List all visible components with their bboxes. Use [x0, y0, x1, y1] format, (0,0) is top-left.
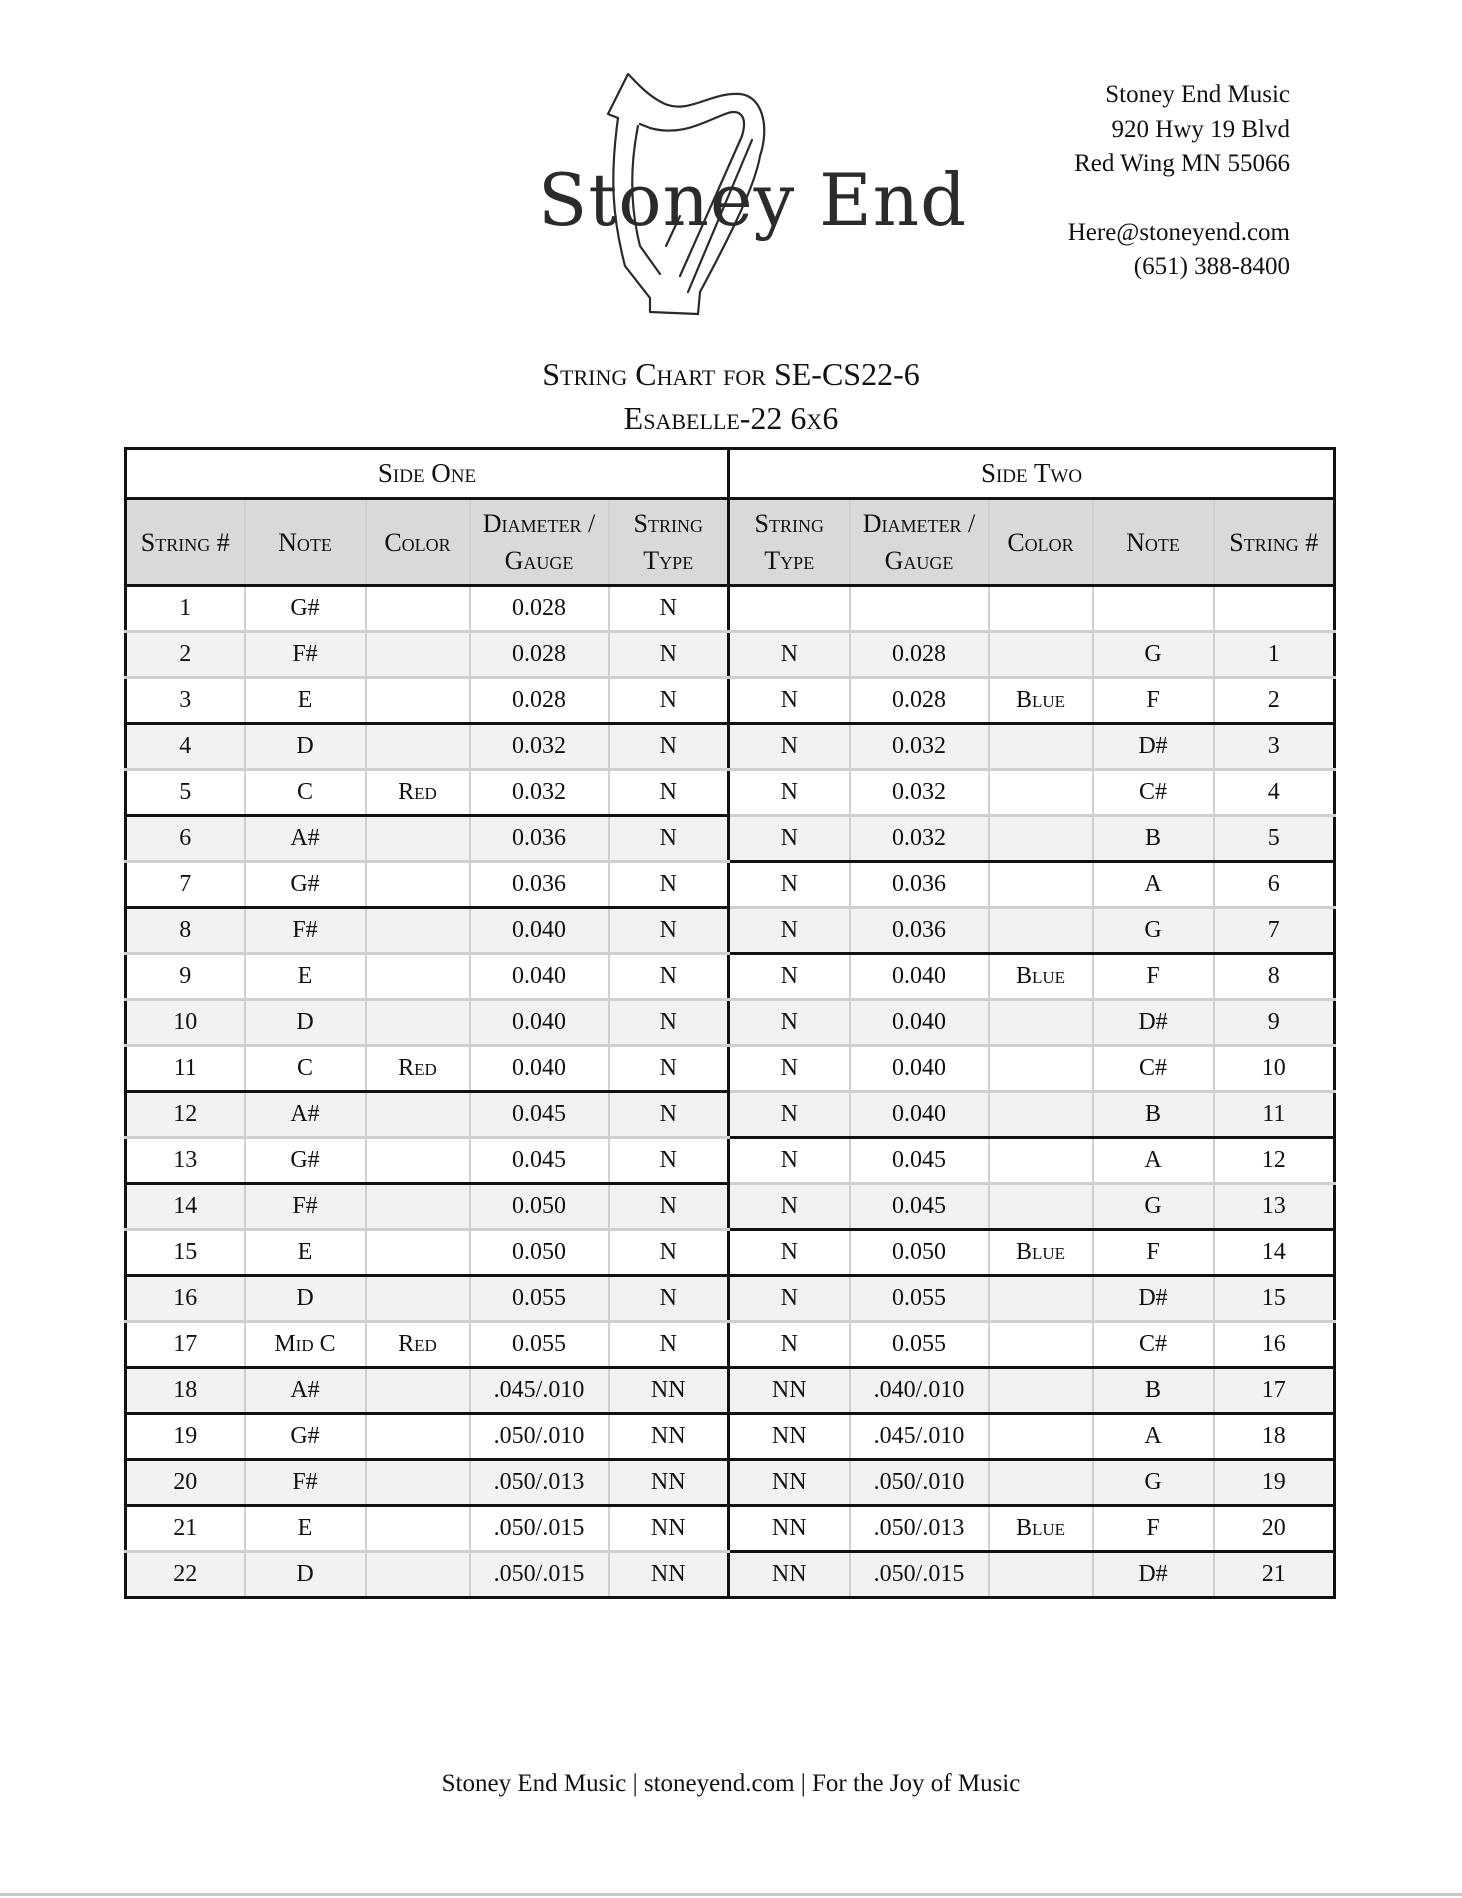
side-one-string-number-cell: 22 — [126, 1552, 245, 1598]
side-one-diameter-gauge-cell: .050/.013 — [470, 1460, 609, 1506]
side-one-header: Side One — [126, 449, 729, 499]
side-two-string-number-cell: 6 — [1214, 862, 1335, 908]
side-one-color-cell — [366, 1506, 470, 1552]
side-two-diameter-gauge-cell: 0.040 — [850, 954, 989, 1000]
side-two-diameter-gauge-cell: 0.032 — [850, 724, 989, 770]
side-one-string-number-cell: 8 — [126, 908, 245, 954]
side-one-note-cell: A# — [245, 1368, 366, 1414]
side-two-string-number-cell: 14 — [1214, 1230, 1335, 1276]
table-row — [126, 1506, 1335, 1552]
side-two-color-cell — [989, 770, 1093, 816]
side-two-note-cell: D# — [1093, 724, 1214, 770]
side-one-string-number-cell: 3 — [126, 678, 245, 724]
side-two-note-cell: F — [1093, 678, 1214, 724]
side-one-diameter-gauge-cell: 0.028 — [470, 586, 609, 632]
side-one-note-cell: C — [245, 1046, 366, 1092]
col-header-color: Color — [989, 499, 1093, 586]
side-two-note-cell: A — [1093, 862, 1214, 908]
side-one-note-cell: A# — [245, 816, 366, 862]
side-one-string-number-cell: 4 — [126, 724, 245, 770]
logo-wordmark: Stoney End — [538, 158, 968, 242]
side-two-string-type-cell: NN — [729, 1368, 850, 1414]
side-two-note-cell: F — [1093, 1230, 1214, 1276]
side-one-diameter-gauge-cell: 0.028 — [470, 678, 609, 724]
side-two-color-cell — [989, 1046, 1093, 1092]
side-two-string-type-cell: N — [729, 770, 850, 816]
side-two-string-number-cell: 20 — [1214, 1506, 1335, 1552]
side-two-note-cell: B — [1093, 816, 1214, 862]
side-one-note-cell: A# — [245, 1092, 366, 1138]
side-one-string-number-cell: 6 — [126, 816, 245, 862]
side-two-diameter-gauge-cell: 0.032 — [850, 770, 989, 816]
side-one-string-number-cell: 18 — [126, 1368, 245, 1414]
col-header-color: Color — [366, 499, 470, 586]
side-two-string-number-cell: 4 — [1214, 770, 1335, 816]
side-two-color-cell — [989, 1552, 1093, 1598]
side-two-color-cell — [989, 1322, 1093, 1368]
side-two-color-cell — [989, 632, 1093, 678]
table-row — [126, 1138, 1335, 1184]
side-one-string-type-cell: NN — [609, 1552, 729, 1598]
side-one-string-number-cell: 14 — [126, 1184, 245, 1230]
email-address: Here@stoneyend.com — [1067, 218, 1290, 246]
side-two-diameter-gauge-cell: 0.040 — [850, 1046, 989, 1092]
table-row — [126, 1322, 1335, 1368]
side-one-string-number-cell: 10 — [126, 1000, 245, 1046]
side-one-string-type-cell: N — [609, 1000, 729, 1046]
table-row — [126, 1368, 1335, 1414]
side-one-diameter-gauge-cell: 0.055 — [470, 1276, 609, 1322]
side-one-string-type-cell: N — [609, 954, 729, 1000]
side-one-string-number-cell: 17 — [126, 1322, 245, 1368]
side-one-note-cell: G# — [245, 1138, 366, 1184]
side-one-color-cell — [366, 1184, 470, 1230]
city-state-zip: Red Wing MN 55066 — [1074, 150, 1290, 177]
side-one-note-cell: G# — [245, 862, 366, 908]
side-one-color-cell — [366, 1414, 470, 1460]
company-name: Stoney End Music — [1105, 81, 1290, 108]
side-one-note-cell: E — [245, 954, 366, 1000]
side-two-color-cell — [989, 1138, 1093, 1184]
side-two-string-type-cell: N — [729, 632, 850, 678]
chart-subtitle: Esabelle-22 6x6 — [623, 400, 839, 436]
side-one-string-type-cell: N — [609, 816, 729, 862]
side-one-note-cell: D — [245, 1552, 366, 1598]
side-two-diameter-gauge-cell: .050/.013 — [850, 1506, 989, 1552]
table-row — [126, 724, 1335, 770]
page-bottom-divider — [0, 1893, 1462, 1896]
table-row — [126, 1000, 1335, 1046]
side-two-diameter-gauge-cell: 0.028 — [850, 632, 989, 678]
spacer — [1068, 182, 1290, 216]
side-two-note-cell: D# — [1093, 1276, 1214, 1322]
col-header-diameter-gauge: Diameter / Gauge — [470, 499, 609, 586]
side-one-string-number-cell: 12 — [126, 1092, 245, 1138]
side-two-note-cell: F — [1093, 1506, 1214, 1552]
side-two-note-cell: G — [1093, 1460, 1214, 1506]
side-two-string-number-cell: 10 — [1214, 1046, 1335, 1092]
side-two-note-cell: C# — [1093, 770, 1214, 816]
side-one-color-cell — [366, 816, 470, 862]
side-one-color-cell — [366, 1138, 470, 1184]
side-one-note-cell: E — [245, 1506, 366, 1552]
side-two-string-type-cell — [729, 586, 850, 632]
side-one-diameter-gauge-cell: 0.032 — [470, 724, 609, 770]
side-one-string-number-cell: 5 — [126, 770, 245, 816]
side-one-note-cell: G# — [245, 586, 366, 632]
side-one-string-type-cell: N — [609, 1322, 729, 1368]
side-one-string-type-cell: N — [609, 586, 729, 632]
side-one-note-cell: E — [245, 678, 366, 724]
chart-title: String Chart for SE-CS22-6 — [542, 356, 920, 392]
side-two-string-number-cell: 9 — [1214, 1000, 1335, 1046]
stoney-end-logo — [530, 66, 968, 316]
side-two-string-type-cell: N — [729, 1184, 850, 1230]
side-two-note-cell: B — [1093, 1092, 1214, 1138]
table-row — [126, 770, 1335, 816]
side-one-diameter-gauge-cell: 0.040 — [470, 954, 609, 1000]
side-two-note-cell: A — [1093, 1138, 1214, 1184]
side-two-color-cell — [989, 1368, 1093, 1414]
side-one-note-cell: G# — [245, 1414, 366, 1460]
side-two-diameter-gauge-cell: 0.028 — [850, 678, 989, 724]
side-two-header: Side Two — [729, 449, 1335, 499]
side-one-diameter-gauge-cell: 0.028 — [470, 632, 609, 678]
side-one-string-number-cell: 16 — [126, 1276, 245, 1322]
side-two-note-cell: C# — [1093, 1322, 1214, 1368]
street-address: 920 Hwy 19 Blvd — [1111, 115, 1290, 143]
side-two-diameter-gauge-cell — [850, 586, 989, 632]
col-header-diameter-gauge: Diameter / Gauge — [850, 499, 989, 586]
side-one-color-cell: Red — [366, 1046, 470, 1092]
side-one-diameter-gauge-cell: 0.045 — [470, 1138, 609, 1184]
table-row — [126, 908, 1335, 954]
side-one-string-type-cell: NN — [609, 1414, 729, 1460]
side-one-color-cell — [366, 1000, 470, 1046]
table-row — [126, 862, 1335, 908]
side-one-diameter-gauge-cell: 0.050 — [470, 1184, 609, 1230]
side-two-diameter-gauge-cell: 0.036 — [850, 908, 989, 954]
side-one-string-number-cell: 20 — [126, 1460, 245, 1506]
side-two-string-type-cell: NN — [729, 1460, 850, 1506]
side-one-string-number-cell: 7 — [126, 862, 245, 908]
side-two-string-number-cell: 12 — [1214, 1138, 1335, 1184]
side-two-string-number-cell: 16 — [1214, 1322, 1335, 1368]
phone-number: (651) 388-8400 — [1133, 253, 1290, 280]
side-two-string-type-cell: N — [729, 678, 850, 724]
side-one-string-number-cell: 15 — [126, 1230, 245, 1276]
side-two-string-number-cell: 1 — [1214, 632, 1335, 678]
side-two-string-number-cell: 19 — [1214, 1460, 1335, 1506]
side-one-diameter-gauge-cell: .050/.015 — [470, 1552, 609, 1598]
side-two-color-cell: Blue — [989, 1506, 1093, 1552]
side-two-color-cell — [989, 862, 1093, 908]
side-two-string-number-cell: 21 — [1214, 1552, 1335, 1598]
side-two-note-cell: C# — [1093, 1046, 1214, 1092]
side-two-note-cell: D# — [1093, 1000, 1214, 1046]
side-one-string-type-cell: N — [609, 908, 729, 954]
footer-tagline: Stoney End Music | stoneyend.com | For the Joy of Music — [441, 1770, 1021, 1797]
string-chart-table — [124, 447, 1336, 1599]
side-one-note-cell: F# — [245, 1460, 366, 1506]
side-two-note-cell: G — [1093, 908, 1214, 954]
side-two-diameter-gauge-cell: 0.050 — [850, 1230, 989, 1276]
side-two-string-type-cell: N — [729, 1276, 850, 1322]
side-one-note-cell: Mid C — [245, 1322, 366, 1368]
side-two-string-number-cell: 11 — [1214, 1092, 1335, 1138]
side-one-color-cell — [366, 908, 470, 954]
side-one-string-number-cell: 1 — [126, 586, 245, 632]
side-one-color-cell — [366, 1276, 470, 1322]
side-two-string-number-cell: 5 — [1214, 816, 1335, 862]
side-one-note-cell: D — [245, 1000, 366, 1046]
side-two-diameter-gauge-cell: .045/.010 — [850, 1414, 989, 1460]
table-row — [126, 678, 1335, 724]
side-one-color-cell — [366, 586, 470, 632]
side-one-string-type-cell: N — [609, 1092, 729, 1138]
side-one-string-type-cell: N — [609, 1230, 729, 1276]
side-one-string-type-cell: N — [609, 1276, 729, 1322]
side-two-diameter-gauge-cell: 0.045 — [850, 1184, 989, 1230]
side-two-string-number-cell: 3 — [1214, 724, 1335, 770]
side-two-string-type-cell: N — [729, 724, 850, 770]
side-one-color-cell — [366, 678, 470, 724]
side-two-color-cell — [989, 586, 1093, 632]
table-row — [126, 1552, 1335, 1598]
side-two-string-type-cell: N — [729, 908, 850, 954]
side-one-string-type-cell: N — [609, 632, 729, 678]
side-one-color-cell — [366, 1552, 470, 1598]
side-two-string-type-cell: NN — [729, 1506, 850, 1552]
side-two-string-type-cell: N — [729, 1000, 850, 1046]
side-one-string-type-cell: N — [609, 724, 729, 770]
side-one-color-cell — [366, 724, 470, 770]
side-two-string-type-cell: N — [729, 1046, 850, 1092]
side-two-diameter-gauge-cell: 0.040 — [850, 1092, 989, 1138]
col-header-string-number: String # — [1214, 499, 1335, 586]
side-two-string-type-cell: N — [729, 1322, 850, 1368]
side-one-color-cell — [366, 1230, 470, 1276]
side-one-note-cell: F# — [245, 908, 366, 954]
side-one-diameter-gauge-cell: 0.055 — [470, 1322, 609, 1368]
side-two-string-type-cell: NN — [729, 1414, 850, 1460]
side-one-string-type-cell: N — [609, 862, 729, 908]
side-two-note-cell: F — [1093, 954, 1214, 1000]
side-one-note-cell: F# — [245, 632, 366, 678]
col-header-string-number: String # — [126, 499, 245, 586]
side-one-string-number-cell: 9 — [126, 954, 245, 1000]
side-one-note-cell: D — [245, 1276, 366, 1322]
side-one-diameter-gauge-cell: 0.045 — [470, 1092, 609, 1138]
side-two-note-cell — [1093, 586, 1214, 632]
side-one-color-cell — [366, 862, 470, 908]
side-two-color-cell: Blue — [989, 678, 1093, 724]
side-one-string-type-cell: NN — [609, 1368, 729, 1414]
side-two-color-cell — [989, 1276, 1093, 1322]
side-one-string-type-cell: NN — [609, 1460, 729, 1506]
side-one-diameter-gauge-cell: .045/.010 — [470, 1368, 609, 1414]
side-one-string-number-cell: 13 — [126, 1138, 245, 1184]
side-two-color-cell — [989, 1184, 1093, 1230]
side-two-diameter-gauge-cell: .050/.010 — [850, 1460, 989, 1506]
side-two-string-type-cell: N — [729, 954, 850, 1000]
side-two-color-cell — [989, 816, 1093, 862]
side-two-color-cell — [989, 724, 1093, 770]
side-one-diameter-gauge-cell: 0.036 — [470, 816, 609, 862]
side-two-color-cell: Blue — [989, 1230, 1093, 1276]
side-two-string-number-cell: 2 — [1214, 678, 1335, 724]
side-two-diameter-gauge-cell: .050/.015 — [850, 1552, 989, 1598]
side-two-string-type-cell: N — [729, 1092, 850, 1138]
side-one-string-type-cell: NN — [609, 1506, 729, 1552]
table-row — [126, 816, 1335, 862]
side-two-diameter-gauge-cell: 0.055 — [850, 1322, 989, 1368]
side-one-note-cell: C — [245, 770, 366, 816]
side-one-string-number-cell: 19 — [126, 1414, 245, 1460]
side-one-color-cell — [366, 954, 470, 1000]
side-two-color-cell — [989, 1092, 1093, 1138]
table-row — [126, 1414, 1335, 1460]
col-header-note: Note — [245, 499, 366, 586]
side-one-color-cell: Red — [366, 770, 470, 816]
side-two-note-cell: G — [1093, 632, 1214, 678]
side-one-diameter-gauge-cell: 0.050 — [470, 1230, 609, 1276]
side-one-color-cell — [366, 1092, 470, 1138]
table-row — [126, 1092, 1335, 1138]
side-two-string-number-cell: 8 — [1214, 954, 1335, 1000]
side-two-string-type-cell: N — [729, 1138, 850, 1184]
table-row — [126, 1460, 1335, 1506]
col-header-string-type: String Type — [729, 499, 850, 586]
side-two-string-number-cell: 7 — [1214, 908, 1335, 954]
side-two-diameter-gauge-cell: .040/.010 — [850, 1368, 989, 1414]
side-two-color-cell: Blue — [989, 954, 1093, 1000]
side-one-note-cell: D — [245, 724, 366, 770]
table-row — [126, 954, 1335, 1000]
side-one-diameter-gauge-cell: 0.032 — [470, 770, 609, 816]
side-two-diameter-gauge-cell: 0.040 — [850, 1000, 989, 1046]
side-one-note-cell: F# — [245, 1184, 366, 1230]
table-row — [126, 1184, 1335, 1230]
side-one-string-number-cell: 2 — [126, 632, 245, 678]
table-row — [126, 1046, 1335, 1092]
side-one-diameter-gauge-cell: .050/.015 — [470, 1506, 609, 1552]
side-one-string-type-cell: N — [609, 1184, 729, 1230]
side-two-string-type-cell: NN — [729, 1552, 850, 1598]
side-one-string-type-cell: N — [609, 1046, 729, 1092]
side-two-note-cell: B — [1093, 1368, 1214, 1414]
side-one-string-number-cell: 21 — [126, 1506, 245, 1552]
side-two-diameter-gauge-cell: 0.032 — [850, 816, 989, 862]
side-one-diameter-gauge-cell: 0.040 — [470, 1046, 609, 1092]
side-two-color-cell — [989, 1460, 1093, 1506]
side-two-note-cell: G — [1093, 1184, 1214, 1230]
side-one-diameter-gauge-cell: 0.040 — [470, 1000, 609, 1046]
company-address-block — [1068, 78, 1290, 285]
side-two-string-type-cell: N — [729, 862, 850, 908]
side-one-string-number-cell: 11 — [126, 1046, 245, 1092]
table-row — [126, 632, 1335, 678]
side-two-diameter-gauge-cell: 0.045 — [850, 1138, 989, 1184]
side-one-string-type-cell: N — [609, 770, 729, 816]
side-one-string-type-cell: N — [609, 678, 729, 724]
side-two-string-number-cell: 17 — [1214, 1368, 1335, 1414]
side-two-color-cell — [989, 1414, 1093, 1460]
side-one-note-cell: E — [245, 1230, 366, 1276]
side-two-note-cell: D# — [1093, 1552, 1214, 1598]
side-two-note-cell: A — [1093, 1414, 1214, 1460]
side-one-color-cell — [366, 1368, 470, 1414]
table-row — [126, 1276, 1335, 1322]
table-row — [126, 586, 1335, 632]
side-one-color-cell — [366, 632, 470, 678]
side-two-diameter-gauge-cell: 0.036 — [850, 862, 989, 908]
side-two-string-number-cell: 15 — [1214, 1276, 1335, 1322]
side-two-string-number-cell: 13 — [1214, 1184, 1335, 1230]
side-two-color-cell — [989, 1000, 1093, 1046]
side-one-diameter-gauge-cell: 0.040 — [470, 908, 609, 954]
table-row — [126, 1230, 1335, 1276]
side-one-color-cell — [366, 1460, 470, 1506]
side-one-string-type-cell: N — [609, 1138, 729, 1184]
side-two-string-number-cell — [1214, 586, 1335, 632]
side-two-diameter-gauge-cell: 0.055 — [850, 1276, 989, 1322]
side-one-color-cell: Red — [366, 1322, 470, 1368]
side-two-string-type-cell: N — [729, 816, 850, 862]
col-header-note: Note — [1093, 499, 1214, 586]
side-one-diameter-gauge-cell: .050/.010 — [470, 1414, 609, 1460]
side-one-diameter-gauge-cell: 0.036 — [470, 862, 609, 908]
side-two-string-number-cell: 18 — [1214, 1414, 1335, 1460]
col-header-string-type: String Type — [609, 499, 729, 586]
side-two-string-type-cell: N — [729, 1230, 850, 1276]
side-two-color-cell — [989, 908, 1093, 954]
